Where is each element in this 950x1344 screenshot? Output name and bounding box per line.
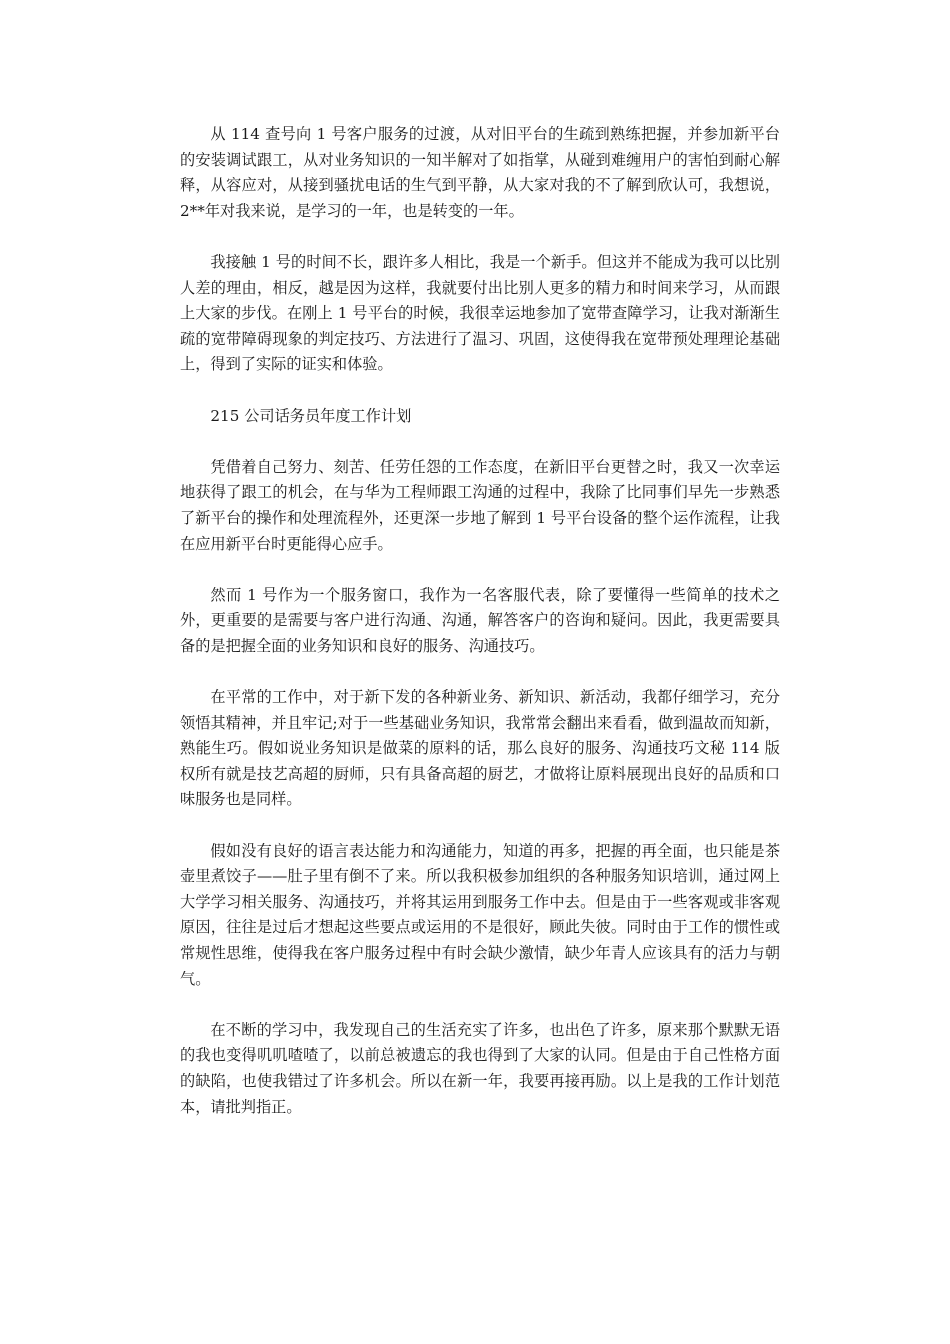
- paragraph-service-transition: 从 114 查号向 1 号客户服务的过渡，从对旧平台的生疏到熟练把握，并参加新平台的安装调试跟工，从对业务知识的一知半解对了如指掌，从碰到难缠用户的害怕到耐心解释，从容应对，从接到骚扰电话的生气到平静，从大家对我的不了解到欣认可，我想说，2**年对我来说，是学习的一年，也是转变的一年。: [180, 125, 780, 220]
- paragraph-communication-skills: 假如没有良好的语言表达能力和沟通能力，知道的再多，把握的再全面，也只能是茶壶里煮饺子——肚子里有倒不了来。所以我积极参加组织的各种服务知识培训，通过网上大学学习相关服务、沟通技巧，并将其运用到服务工作中去。但是由于一些客观或非客观原因，往往是过后才想起这些要点或运用的不是很好，顾此失彼。同时由于工作的惯性或常规性思维，使得我在客户服务过程中有时会缺少激情，缺少年青人应该具有的活力与朝气。: [180, 841, 780, 988]
- paragraph-plan-title: 215 公司话务员年度工作计划: [210, 406, 412, 425]
- paragraph-conclusion: 在不断的学习中，我发现自己的生活充实了许多，也出色了许多，原来那个默默无语的我也变得叽叽喳喳了，以前总被遗忘的我也得到了大家的认同。但是由于自己性格方面的缺陷，也使我错过了许多机会。所以在新一年，我要再接再励。以上是我的工作计划范本，请批判指正。: [180, 1020, 780, 1116]
- paragraph-platform-training: 凭借着自己努力、刻苦、任劳任怨的工作态度，在新旧平台更替之时，我又一次幸运地获得了跟工的机会，在与华为工程师跟工沟通的过程中，我除了比同事们早先一步熟悉了新平台的操作和处理流程外，还更深一步地了解到 1 号平台设备的整个运作流程，让我在应用新平台时更能得心应手。: [180, 457, 780, 553]
- paragraph-daily-learning: 在平常的工作中，对于新下发的各种新业务、新知识、新活动，我都仔细学习，充分领悟其精神，并且牢记;对于一些基础业务知识，我常常会翻出来看看，做到温故而知新，熟能生巧。假如说业务知识是做菜的原料的话，那么良好的服务、沟通技巧文秘 114 版权所有就是技艺高超的厨师，只有具备高超的厨艺，才做将让原料展现出良好的品质和口味服务也是同样。: [180, 688, 780, 809]
- paragraph-service-window: 然而 1 号作为一个服务窗口，我作为一名客服代表，除了要懂得一些简单的技术之外，更重要的是需要与客户进行沟通、沟通，解答客户的咨询和疑问。因此，我更需要具备的是把握全面的业务知识和良好的服务、沟通技巧。: [180, 585, 780, 655]
- paragraph-new-employee: 我接触 1 号的时间不长，跟许多人相比，我是一个新手。但这并不能成为我可以比别人差的理由，相反，越是因为这样，我就要付出比别人更多的精力和时间来学习，从而跟上大家的步伐。在刚上 1 号平台的时候，我很幸运地参加了宽带查障学习，让我对渐渐生疏的宽带障碍现象的判定技巧、方法进行了温习、巩固，这使得我在宽带预处理理论基础上，得到了实际的证实和体验。: [180, 252, 780, 374]
- document-body: [180, 122, 780, 1146]
